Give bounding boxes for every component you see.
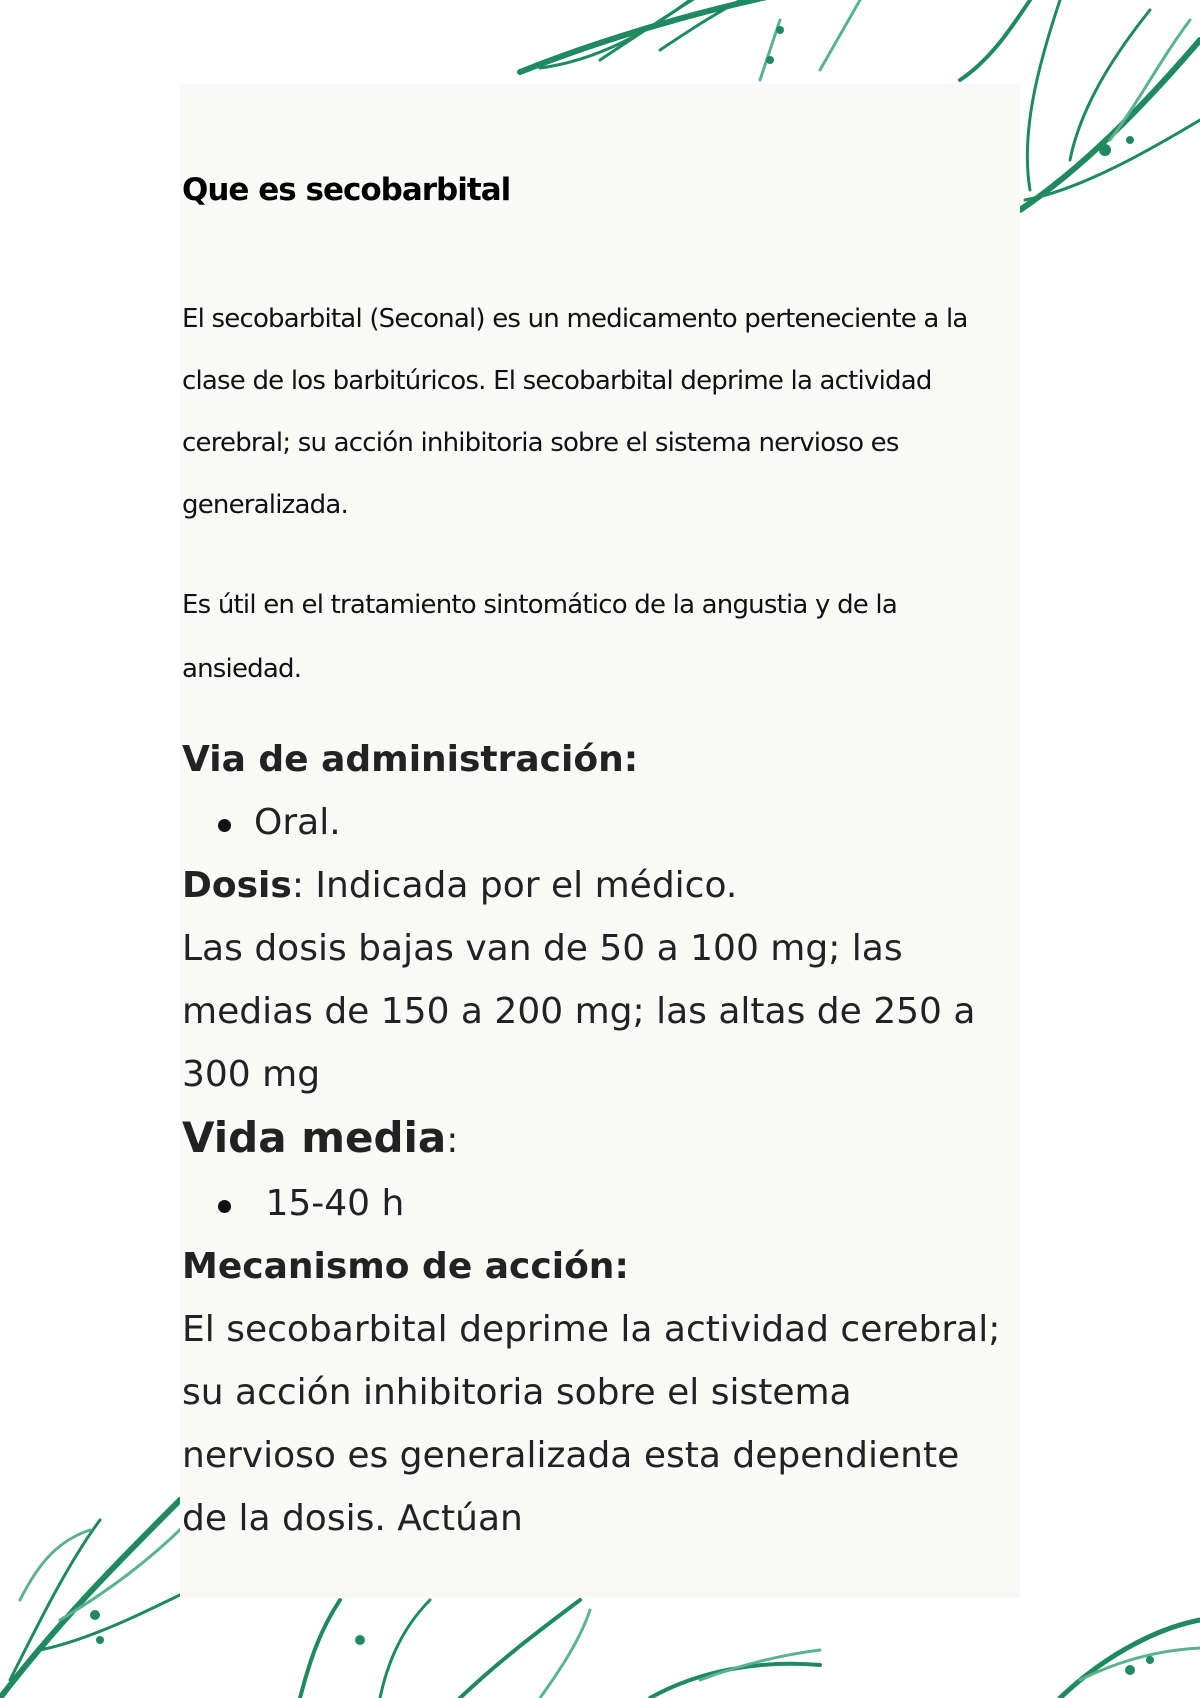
dosis-text: : Indicada por el médico. bbox=[291, 865, 738, 906]
dosis-detail: Las dosis bajas van de 50 a 100 mg; las medias de 150 a 200 mg; las altas de 250 a 300 mg bbox=[182, 928, 976, 1095]
administration-heading: Via de administración: bbox=[182, 739, 639, 780]
mechanism-heading: Mecanismo de acción: bbox=[182, 1246, 629, 1287]
half-life-item: 15-40 h bbox=[254, 1183, 405, 1224]
half-life-suffix: : bbox=[446, 1120, 459, 1161]
intro-paragraph: El secobarbital (Seconal) es un medicamento perteneciente a la clase de los barbitúricos. El secobarbital deprime la actividad cerebral; su acción inhibitoria sobre el sistema nervioso es generalizada. bbox=[182, 304, 968, 520]
dosis-label: Dosis bbox=[182, 865, 292, 906]
use-paragraph: Es útil en el tratamiento sintomático de la angustia y de la ansiedad. bbox=[182, 590, 897, 684]
administration-item: Oral. bbox=[254, 802, 341, 843]
bullet-icon bbox=[218, 1200, 231, 1213]
list-item bbox=[182, 1172, 1012, 1235]
half-life-line bbox=[182, 1106, 1012, 1172]
half-life-label: Vida media bbox=[182, 1113, 447, 1162]
details-section bbox=[182, 728, 1012, 1550]
mechanism-text: El secobarbital deprime la actividad cerebral; su acción inhibitoria sobre el sistema nervioso es generalizada esta dependiente de la dosis. Actúan bbox=[182, 1309, 1001, 1539]
document-title: Que es secobarbital bbox=[182, 172, 511, 208]
dosis-line bbox=[182, 854, 1012, 917]
bullet-icon bbox=[218, 819, 231, 832]
list-item bbox=[182, 791, 1012, 854]
